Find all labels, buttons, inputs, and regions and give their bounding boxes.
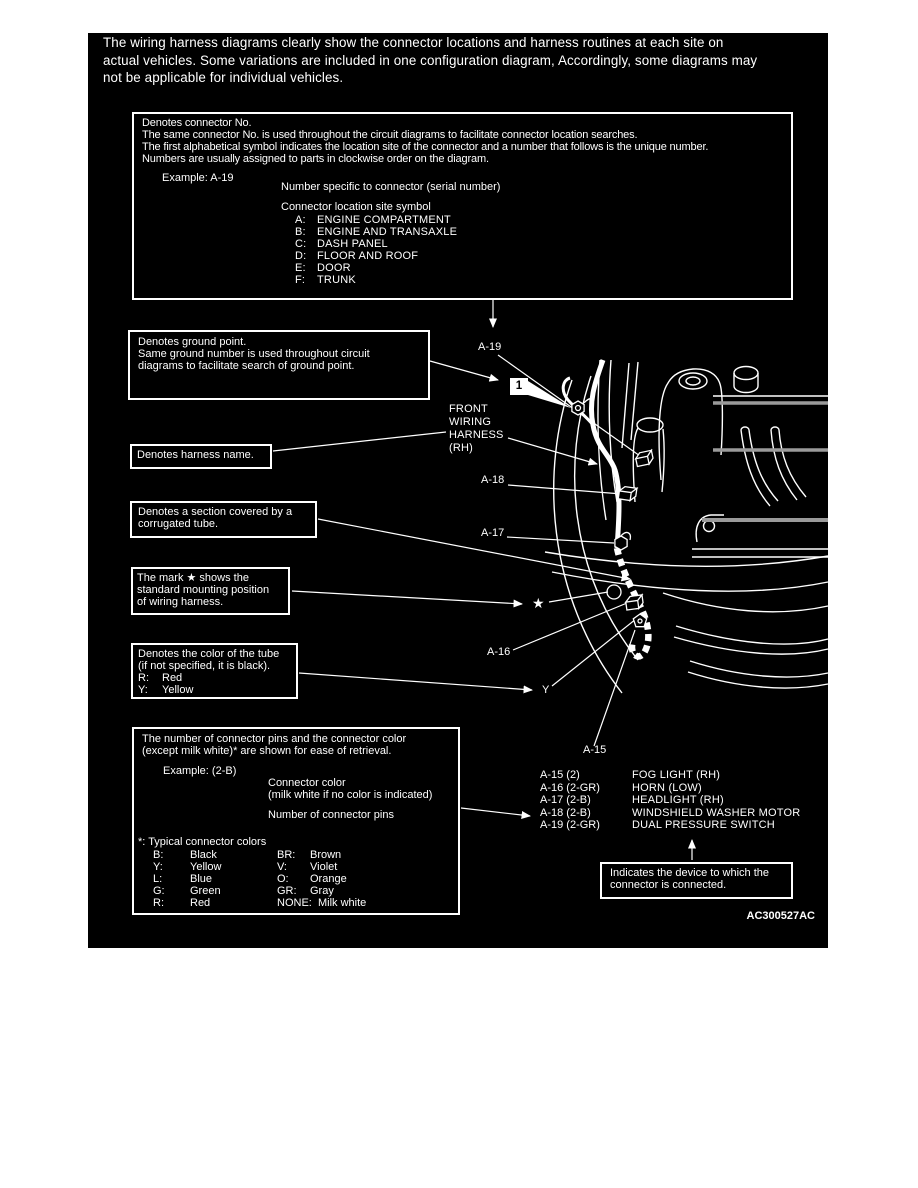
color-code: BR: (277, 849, 296, 861)
connector-no-example: Example: A-19 (162, 172, 234, 184)
connector-no-text: Denotes connector No. (142, 117, 252, 129)
tube-color-code: Y: (138, 684, 148, 696)
site-name: ENGINE COMPARTMENT (317, 214, 451, 226)
connector-color-label: Connector color (268, 777, 346, 789)
color-code: O: (277, 873, 289, 885)
pin-count-label: Number of connector pins (268, 809, 394, 821)
connector-list-device: DUAL PRESSURE SWITCH (632, 819, 775, 831)
harness-name-label: HARNESS (449, 429, 504, 441)
harness-name-text: Denotes harness name. (137, 449, 254, 461)
site-name: TRUNK (317, 274, 356, 286)
diagram-label-a19: A-19 (478, 341, 502, 353)
color-name: Milk white (318, 897, 367, 909)
serial-number-label: Number specific to connector (serial number) (281, 181, 501, 193)
ground-point-text: Same ground number is used throughout circuit (138, 348, 370, 360)
color-name: Yellow (190, 861, 222, 873)
device-box-text: Indicates the device to which the (610, 867, 769, 879)
diagram-label-a18: A-18 (481, 474, 505, 486)
color-name: Red (190, 897, 211, 909)
ground-point-text: diagrams to facilitate search of ground point. (138, 360, 355, 372)
site-code: C: (295, 238, 307, 250)
color-code: L: (153, 873, 163, 885)
color-code: Y: (153, 861, 163, 873)
site-name: DASH PANEL (317, 238, 388, 250)
diagram-label-a15: A-15 (583, 744, 607, 756)
device-box-text: connector is connected. (610, 879, 727, 891)
site-code: D: (295, 250, 307, 262)
color-name: Blue (190, 873, 213, 885)
connector-list-id: A-19 (2-GR) (540, 819, 600, 831)
tube-color-code: R: (138, 672, 149, 684)
star-mark: ★ (532, 595, 545, 611)
connector-list-id: A-15 (2) (540, 769, 580, 781)
color-code: R: (153, 897, 164, 909)
harness-name-label: (RH) (449, 442, 474, 454)
harness-name-label: FRONT (449, 403, 488, 415)
connector-no-text: The same connector No. is used throughout the circuit diagrams to facilitate connector location searches. (142, 129, 638, 141)
connector-color-label: (milk white if no color is indicated) (268, 789, 433, 801)
site-code: F: (295, 274, 306, 286)
color-name: Gray (310, 885, 334, 897)
intro-line-3: not be applicable for individual vehicles. (103, 70, 344, 85)
site-name: FLOOR AND ROOF (317, 250, 419, 262)
connector-no-text: Numbers are usually assigned to parts in clockwise order on the diagram. (142, 153, 489, 165)
site-code: E: (295, 262, 306, 274)
site-code: B: (295, 226, 306, 238)
harness-name-label: WIRING (449, 416, 492, 428)
pins-box-example: Example: (2-B) (163, 765, 237, 777)
color-name: Violet (310, 861, 338, 873)
connector-list-id: A-16 (2-GR) (540, 782, 600, 794)
connector-list-id: A-18 (2-B) (540, 807, 591, 819)
figure-code: AC300527AC (746, 910, 815, 922)
connector-no-text: The first alphabetical symbol indicates the location site of the connector and a number that follows is the unique number. (142, 141, 709, 153)
mounting-mark-text: of wiring harness. (137, 596, 224, 608)
color-name: Brown (310, 849, 342, 861)
site-name: DOOR (317, 262, 351, 274)
ground-number-badge: 1 (510, 378, 528, 395)
color-code: V: (277, 861, 287, 873)
diagram-label-a16: A-16 (487, 646, 511, 658)
tube-color-name: Red (162, 672, 183, 684)
tube-color-name: Yellow (162, 684, 194, 696)
color-name: Black (190, 849, 217, 861)
color-name: Green (190, 885, 221, 897)
connector-list-device: WINDSHIELD WASHER MOTOR (632, 807, 801, 819)
tube-color-mark: Y (542, 684, 550, 696)
connector-list-device: FOG LIGHT (RH) (632, 769, 721, 781)
intro-line-2: actual vehicles. Some variations are included in one configuration diagram, Accordingly, some diagrams may (103, 53, 758, 68)
color-code: NONE: (277, 897, 312, 909)
corrugated-tube-text: corrugated tube. (138, 518, 219, 530)
mounting-mark-text: standard mounting position (137, 584, 270, 596)
connector-list-id: A-17 (2-B) (540, 794, 591, 806)
tube-color-text: (if not specified, it is black). (138, 660, 271, 672)
pins-box-text: The number of connector pins and the connector color (142, 733, 407, 745)
color-code: GR: (277, 885, 297, 897)
color-code: B: (153, 849, 164, 861)
site-code: A: (295, 214, 306, 226)
typical-colors-title: *: Typical connector colors (138, 836, 267, 848)
diagram-label-a17: A-17 (481, 527, 505, 539)
intro-line-1: The wiring harness diagrams clearly show the connector locations and harness routines at each site on (103, 35, 724, 50)
corrugated-tube-text: Denotes a section covered by a (138, 506, 293, 518)
site-symbol-label: Connector location site symbol (281, 201, 431, 213)
mounting-mark-text: The mark ★ shows the (137, 572, 249, 584)
ground-point-text: Denotes ground point. (138, 336, 247, 348)
connector-list-device: HEADLIGHT (RH) (632, 794, 724, 806)
connector-list-device: HORN (LOW) (632, 782, 702, 794)
tube-color-text: Denotes the color of the tube (138, 648, 280, 660)
site-name: ENGINE AND TRANSAXLE (317, 226, 458, 238)
color-name: Orange (310, 873, 347, 885)
pins-box-text: (except milk white)* are shown for ease of retrieval. (142, 745, 392, 757)
color-code: G: (153, 885, 165, 897)
